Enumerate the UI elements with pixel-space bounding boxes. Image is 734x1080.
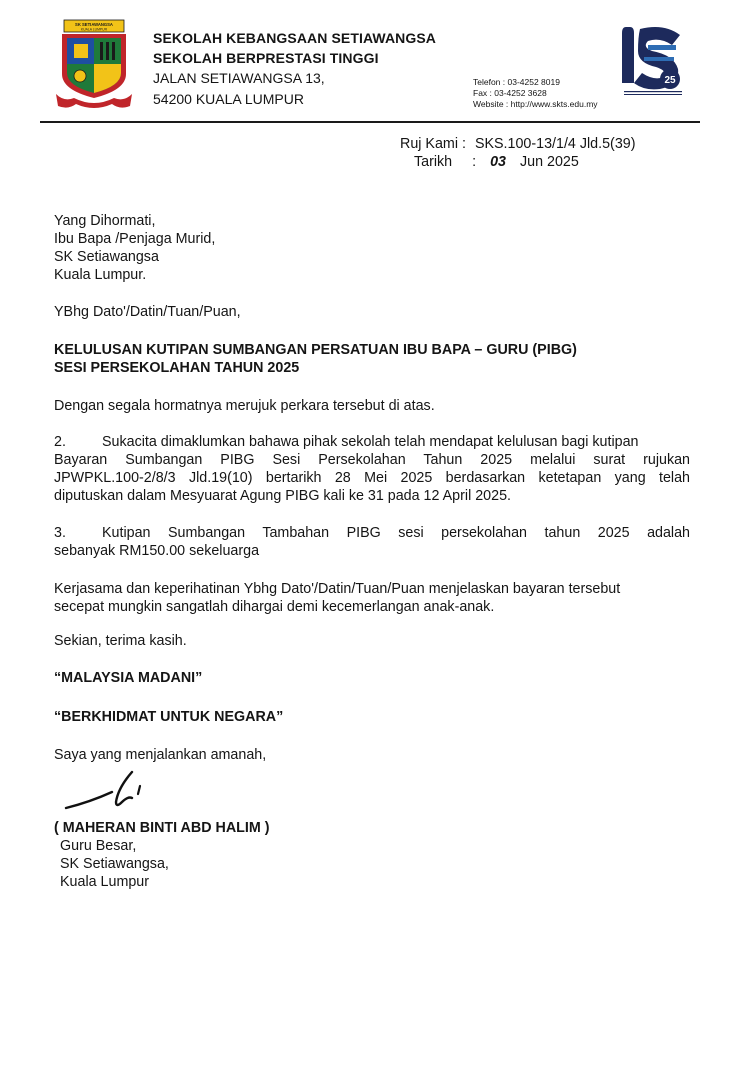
recipient-line-4: Kuala Lumpur. [54,267,147,283]
fax-line: Fax : 03-4252 3628 [473,88,547,98]
subject-line-1: KELULUSAN KUTIPAN SUMBANGAN PERSATUAN IBU BAPA – GURU (PIBG) [54,342,577,358]
closing-line: Sekian, terima kasih. [54,633,187,649]
paragraph-3 [54,524,690,560]
recipient-line-1: Yang Dihormati, [54,213,156,229]
salutation: YBhg Dato'/Datin/Tuan/Puan, [54,304,241,320]
tarikh-label: Tarikh [414,154,453,170]
slogan-berkhidmat: “BERKHIDMAT UNTUK NEGARA” [54,709,284,725]
tarikh-colon: : [472,154,477,170]
paragraph-4-line-1: Kerjasama dan keperihatinan Ybhg Dato'/Datin/Tuan/Puan menjelaskan bayaran tersebut [54,581,621,597]
paragraph-2-line-4: diputuskan dalam Mesyuarat Agung PIBG kali ke 31 pada 12 April 2025. [54,488,511,504]
reference-date [414,153,579,171]
website-line: Website : http://www.skts.edu.my [473,99,598,109]
school-crest-logo [54,18,134,110]
address-line-1: JALAN SETIAWANGSA 13, [153,70,325,86]
handwritten-signature [60,768,160,816]
trust-line: Saya yang menjalankan amanah, [54,747,267,763]
paragraph-3-line-1: Kutipan Sumbangan Tambahan PIBG sesi persekolahan tahun 2025 adalah [102,525,690,541]
signatory-school: SK Setiawangsa, [60,856,169,872]
slogan-malaysia-madani: “MALAYSIA MADANI” [54,670,203,686]
signatory-city: Kuala Lumpur [60,874,150,890]
contact-block [473,77,598,110]
signatory-name: ( MAHERAN BINTI ABD HALIM ) [54,820,270,836]
ruj-label: Ruj Kami : [400,136,466,152]
telefon-line: Telefon : 03-4252 8019 [473,77,560,87]
tarikh-month-year: Jun 2025 [519,154,579,170]
logo-number-text: 25 [664,75,676,86]
ruj-value: SKS.100-13/1/4 Jld.5(39) [474,136,636,152]
anniversary-25-logo [620,23,686,99]
paragraph-2-line-1: Sukacita dimaklumkan bahawa pihak sekolah telah mendapat kelulusan bagi kutipan [102,434,639,450]
paragraph-2-number: 2. [54,434,66,450]
letterhead-divider [40,121,700,123]
paragraph-2-line-2: Bayaran Sumbangan PIBG Sesi Persekolahan Tahun 2025 melalui surat rujukan [54,452,690,468]
school-status: SEKOLAH BERPRESTASI TINGGI [153,50,379,66]
intro-paragraph: Dengan segala hormatnya merujuk perkara tersebut di atas. [54,398,435,414]
crest-banner-text: SK SETIAWANGSA [75,22,113,27]
subject-line-2: SESI PERSEKOLAHAN TAHUN 2025 [54,360,300,376]
paragraph-4-line-2: secepat mungkin sangatlah dihargai demi kecemerlangan anak-anak. [54,599,495,615]
tarikh-day-handwritten: 03 [490,154,506,170]
paragraph-3-line-2: sebanyak RM150.00 sekeluarga [54,543,260,559]
signatory-title: Guru Besar, [60,838,137,854]
paragraph-2 [54,433,690,505]
address-line-2: 54200 KUALA LUMPUR [153,91,304,107]
recipient-line-2: Ibu Bapa /Penjaga Murid, [54,231,216,247]
school-name: SEKOLAH KEBANGSAAN SETIAWANGSA [153,30,437,46]
paragraph-2-line-3: JPWPKL.100-2/8/3 Jld.19(10) bertarikh 28 Mei 2025 berdasarkan ketetapan yang telah [54,470,690,486]
paragraph-3-number: 3. [54,525,66,541]
recipient-line-3: SK Setiawangsa [54,249,159,265]
signatory-block [60,837,169,891]
paragraph-4 [54,580,690,616]
crest-sub-text: KUALA LUMPUR [80,27,108,32]
reference-number [400,135,635,153]
recipient-block [54,212,215,284]
